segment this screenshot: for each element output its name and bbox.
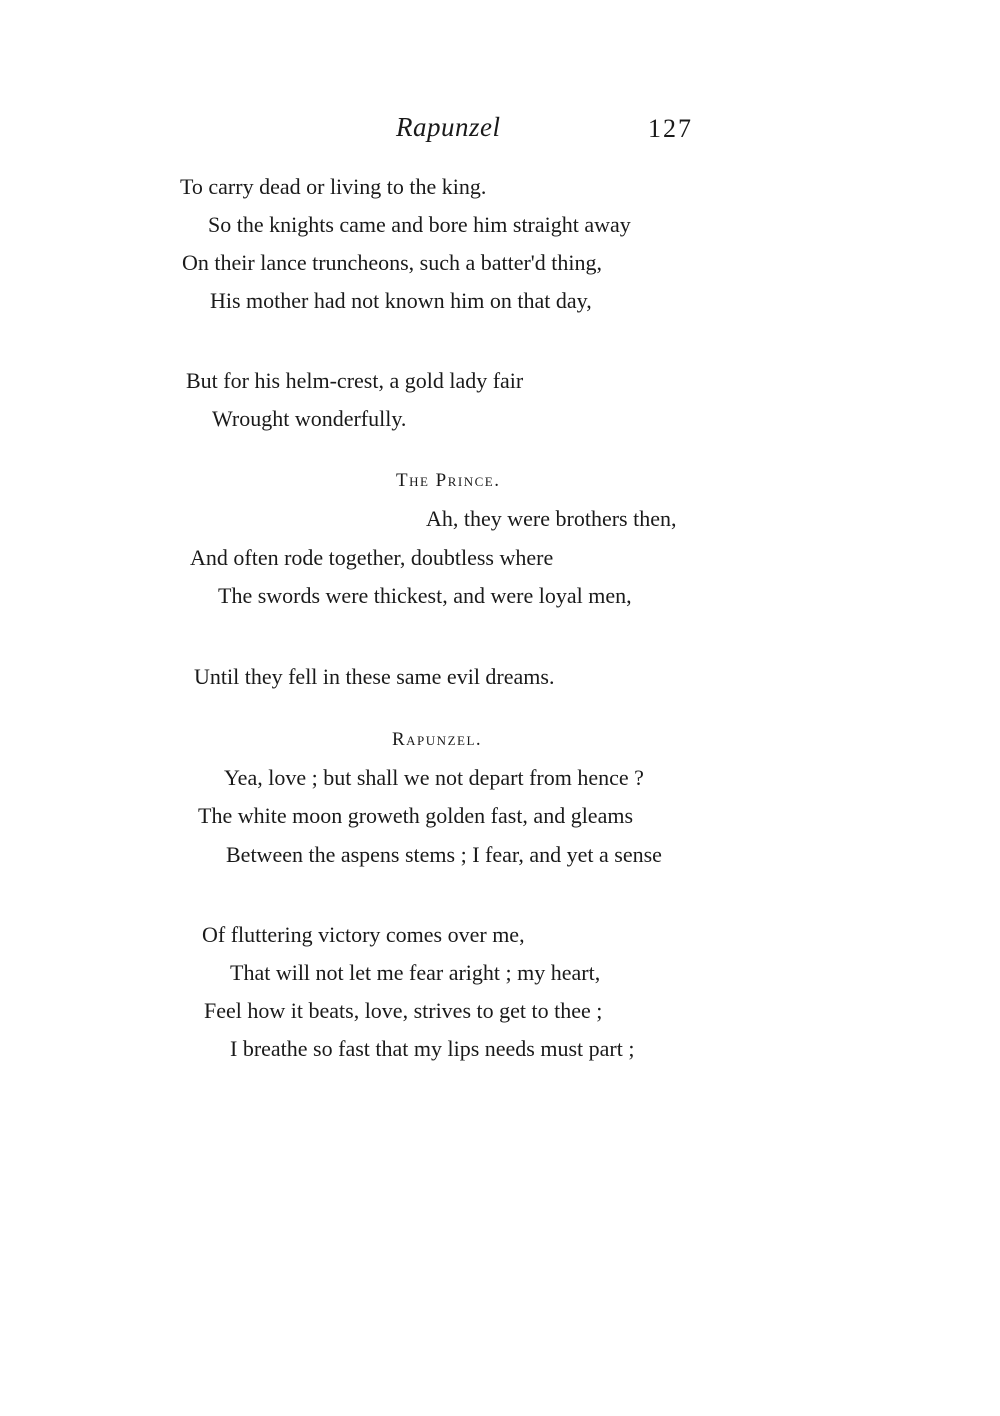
verse-line: Ah, they were brothers then,	[426, 506, 677, 531]
verse-line: The swords were thickest, and were loyal men,	[218, 583, 632, 608]
verse-line: But for his helm-crest, a gold lady fair	[186, 368, 524, 393]
verse-line: Yea, love ; but shall we not depart from hence ?	[224, 765, 644, 790]
verse-line: Of fluttering victory comes over me,	[202, 922, 525, 947]
verse-line: His mother had not known him on that day,	[210, 288, 592, 313]
verse-line: I breathe so fast that my lips needs must part ;	[230, 1036, 635, 1061]
verse-line: The white moon groweth golden fast, and gleams	[198, 803, 634, 828]
verse-line: To carry dead or living to the king.	[180, 174, 487, 199]
speaker-heading: The Prince.	[396, 470, 501, 491]
verse-line: Feel how it beats, love, strives to get to thee ;	[204, 998, 603, 1023]
verse-line: On their lance truncheons, such a batter'd thing,	[182, 250, 602, 275]
running-title: Rapunzel	[396, 112, 501, 142]
verse-line: Until they fell in these same evil dreams.	[194, 664, 555, 689]
verse-line: And often rode together, doubtless where	[190, 545, 554, 570]
verse-line: So the knights came and bore him straight away	[208, 212, 631, 237]
speaker-heading: Rapunzel.	[392, 729, 483, 750]
verse-line: That will not let me fear aright ; my heart,	[230, 960, 601, 985]
verse-line: Between the aspens stems ; I fear, and yet a sense	[226, 842, 662, 867]
page-number: 127	[648, 114, 693, 143]
verse-line: Wrought wonderfully.	[212, 406, 407, 431]
